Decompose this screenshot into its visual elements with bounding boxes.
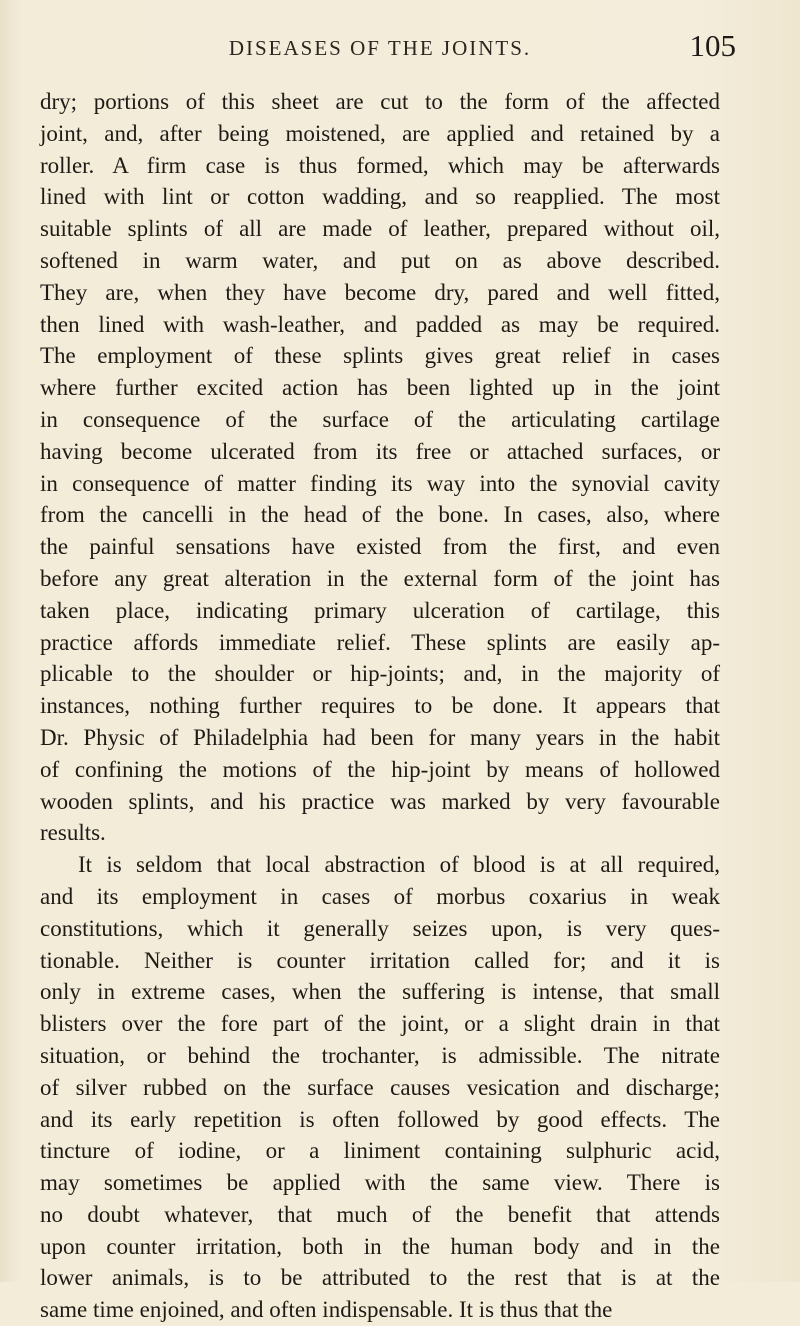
text-line: tionable. Neither is counter irritation called for; and it is: [40, 947, 720, 973]
text-line: They are, when they have become dry, pared and well fitted,: [40, 279, 720, 305]
text-line: blisters over the fore part of the joint, or a slight drain in that: [40, 1011, 720, 1037]
text-line: only in extreme cases, when the suffering is intense, that small: [40, 979, 720, 1005]
paragraph-continued: [40, 86, 720, 849]
text-line: where further excited action has been lighted up in the joint: [40, 375, 720, 401]
text-line: of confining the motions of the hip-joint by means of hollowed: [40, 756, 720, 782]
text-line: then lined with wash-leather, and padded as may be required.: [40, 311, 720, 337]
text-line: lined with lint or cotton wadding, and so reapplied. The most: [40, 184, 720, 210]
text-line: constitutions, which it generally seizes upon, is very ques-: [40, 915, 720, 941]
paragraph-local-abstraction: [40, 849, 720, 1326]
text-line: Dr. Physic of Philadelphia had been for many years in the habit: [40, 724, 720, 750]
text-line: upon counter irritation, both in the human body and in the: [40, 1233, 720, 1259]
text-line: lower animals, is to be attributed to the rest that is at the: [40, 1265, 720, 1291]
text-line: situation, or behind the trochanter, is admissible. The nitrate: [40, 1042, 720, 1068]
text-line: results.: [40, 820, 106, 846]
text-line: in consequence of matter finding its way into the synovial cavity: [40, 470, 720, 496]
text-line: suitable splints of all are made of leather, prepared without oil,: [40, 216, 720, 242]
text-line: tincture of iodine, or a liniment containing sulphuric acid,: [40, 1138, 720, 1164]
text-line: having become ulcerated from its free or attached surfaces, or: [40, 438, 720, 464]
text-line: and its early repetition is often followed by good effects. The: [40, 1106, 720, 1132]
text-line: instances, nothing further requires to be done. It appears that: [40, 693, 720, 719]
text-line: It is seldom that local abstraction of blood is at all required,: [78, 852, 720, 878]
text-line: The employment of these splints gives great relief in cases: [40, 343, 720, 369]
text-line: in consequence of the surface of the articulating cartilage: [40, 406, 720, 432]
running-head: [40, 28, 736, 70]
text-line: no doubt whatever, that much of the benefit that attends: [40, 1201, 720, 1227]
page-number: 105: [689, 28, 736, 63]
text-line: from the cancelli in the head of the bone. In cases, also, where: [40, 502, 720, 528]
text-line: taken place, indicating primary ulceration of cartilage, this: [40, 597, 720, 623]
text-line: joint, and, after being moistened, are applied and retained by a: [40, 120, 720, 146]
text-line: and its employment in cases of morbus coxarius in weak: [40, 883, 720, 909]
text-line: practice affords immediate relief. These splints are easily ap-: [40, 629, 720, 655]
text-line: softened in warm water, and put on as above described.: [40, 247, 720, 273]
text-line: of silver rubbed on the surface causes vesication and discharge;: [40, 1074, 720, 1100]
text-line: same time enjoined, and often indispensable. It is thus that the: [40, 1297, 613, 1323]
text-line: wooden splints, and his practice was marked by very favourable: [40, 788, 720, 814]
text-line: plicable to the shoulder or hip-joints; and, in the majority of: [40, 661, 720, 687]
text-line: roller. A firm case is thus formed, which may be afterwards: [40, 152, 720, 178]
text-line: dry; portions of this sheet are cut to the form of the affected: [40, 89, 720, 114]
running-title: DISEASES OF THE JOINTS.: [228, 36, 532, 60]
body-text: [40, 86, 720, 1326]
text-line: before any great alteration in the external form of the joint has: [40, 565, 720, 591]
text-line: the painful sensations have existed from the first, and even: [40, 534, 720, 560]
text-line: may sometimes be applied with the same view. There is: [40, 1170, 720, 1196]
